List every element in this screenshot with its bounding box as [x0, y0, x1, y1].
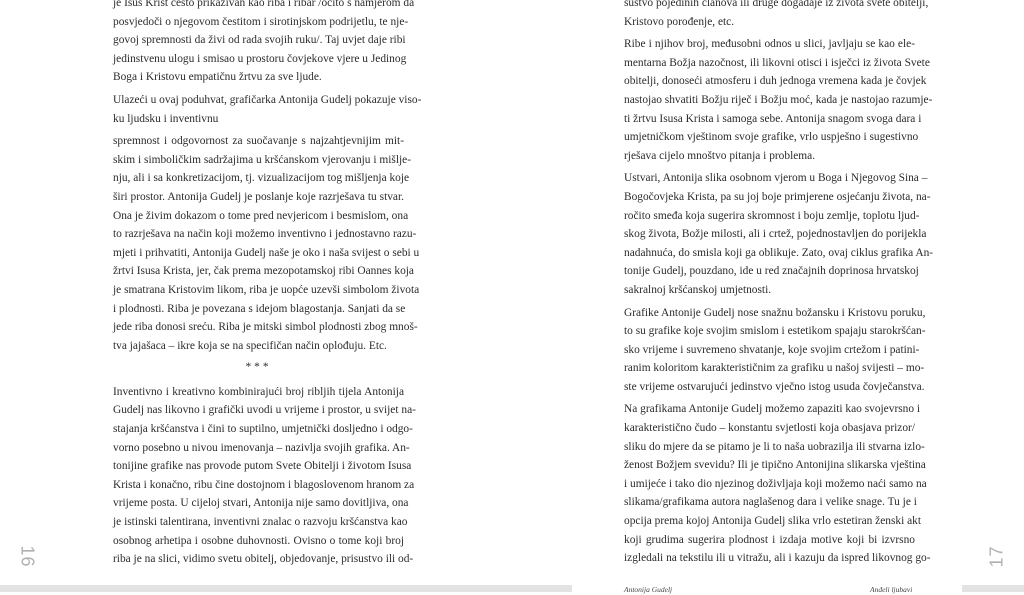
text-line: Inventivno i kreativno kombinirajući broj ribljih tijela Antonija [113, 385, 404, 398]
page-number-right: 17 [986, 545, 1007, 568]
paragraph [113, 132, 420, 355]
text-line: Boga i Kristovu empatičnu žrtvu za sve ljude. [113, 71, 322, 84]
text-line: obitelji, donoseći atmosferu i duh jednoga vremena kada je čovjek [624, 75, 927, 88]
text-line: sakralnoj kršćanskoj umjetnosti. [624, 283, 772, 296]
paragraph [624, 400, 931, 567]
text-line: Kristovo porođenje, etc. [624, 15, 735, 28]
text-line: mjeti i prihvatiti, Antonija Gudelj naše je oko i naša svijest o sebi u [113, 246, 420, 259]
text-line: to razrješava na način koji možemo inventivno i jednostavno razu- [113, 228, 417, 241]
paragraph [113, 0, 415, 87]
text-line: stajanja kršćanstva i čini to suptilno, umjetnički dosljedno i odgo- [113, 423, 413, 436]
right-page [512, 0, 1024, 595]
footer-bar-right [962, 585, 1024, 592]
text-line: i plodnosti. Riba je povezana s idejom blagostanja. Sanjati da se [113, 302, 406, 315]
text-line: skog života, Božje milosti, ali i crtež, pojednostavljen do porijekla [624, 228, 927, 241]
text-line: vorno posebno u nivou imenovanja – nazivlja svojih grafika. An- [113, 441, 410, 454]
text-line: nastojao shvatiti Božju riječ i Božju moć, kada je nastojao razumje- [624, 93, 933, 106]
text-line: Gudelj nas likovno i grafički uvodi u vrijeme i prostor, u svijet na- [113, 404, 416, 417]
text-line: skim i simboličkim sadržajima u kršćanskom vjerovanju i mišlje- [113, 153, 412, 166]
paragraph [624, 0, 929, 31]
paragraph [624, 35, 933, 165]
text-line: ženost Božjem svevidu? Ili je tipično Antonijina slikarska vještina [624, 459, 926, 472]
text-line: Ribe i njihov broj, međusobni odnos u slici, javljaju se kao ele- [624, 38, 915, 51]
text-line: karakteristično čudo – konstantu svjetlosti koja obasjava prizor/ [624, 422, 915, 435]
text-line: tva jajašaca – ikre koja se na specifičan način oplođuju. Etc. [113, 339, 387, 352]
text-line: koji grudima sugerira plodnost i izdaja motive koji bi izvrsno [624, 533, 915, 546]
text-line: Ustvari, Antonija slika osobnom vjerom u Boga i Njegovog Sina – [624, 172, 928, 185]
section-separator: *** [245, 361, 272, 374]
left-text-column [113, 0, 422, 573]
text-line: je istinski talentirana, inventivni znalac o razvoju kršćanstva kao [113, 516, 408, 529]
text-line: Grafike Antonije Gudelj nose snažnu božansku i Kristovu poruku, [624, 306, 926, 319]
text-line: širi prostor. Antonija Gudelj je poslanje koje razrješava tu stvar. [113, 190, 404, 203]
text-line: i umijeće i tako dio njezinog doživljaja koji možemo naći samo na [624, 477, 927, 490]
text-line: nadahnuća, do smisla koji ga oblikuje. Zato, ovaj ciklus grafika An- [624, 246, 934, 259]
right-text-column [624, 0, 934, 572]
text-line: tonijine grafike nas provode putom Svete Obitelji i životom Isusa [113, 460, 412, 473]
text-line: spremnost i odgovornost za suočavanje s najzahtjevnijim mit- [113, 135, 404, 148]
page-number-left: 16 [17, 545, 38, 568]
paragraph [113, 91, 422, 128]
text-line: ročito smeđa koja sugerira skromnost i boju zemlje, toplotu ljud- [624, 209, 920, 222]
text-line: ku ljudsku i inventivnu [113, 112, 219, 125]
footer-author: Antonija Gudelj [624, 585, 673, 594]
text-line: ste vrijeme ostvarujući jedinstvo vječno istog usuda čovječanstva. [624, 380, 925, 393]
text-line: je Isus Krist često prikazivan kao riba i ribar /očito s namjerom da [113, 0, 415, 9]
text-line: riba je na slici, vidimo svetu obitelj, objedovanje, prisustvo ili od- [113, 553, 414, 566]
text-line: govoj spremnosti da živi od rada svojih ruku/. Taj uvjet daje ribi [113, 34, 406, 47]
text-line: jede riba donosi sreću. Riba je mitski simbol plodnosti zbog mnoš- [113, 321, 418, 334]
paragraph [624, 304, 926, 397]
footer-title: Anđeli ljubavi [870, 585, 913, 594]
text-line: sliku do mjere da se pitamo je li to naša uobrazilja ili stvarna izlo- [624, 440, 925, 453]
text-line: slikama/grafikama autora naglašenog dara i velike snage. Tu je i [624, 496, 917, 509]
paragraph [113, 383, 416, 569]
text-line: rješava cijelo mnoštvo pitanja i problema. [624, 149, 816, 162]
text-line: Bogočovjeka Krista, pa su joj boje primjerene osjećanju života, na- [624, 190, 931, 203]
footer-bar-left [0, 585, 572, 592]
text-line: sustvo pojedinih članova ili druge događaje iz života svete obitelji, [624, 0, 929, 9]
text-line: mentarna Božja nazočnost, ili likovni otisci i isječci iz života Svete [624, 56, 930, 69]
text-line: ranim koloritom karakterističnim za grafiku u našoj svijesti – mo- [624, 362, 925, 375]
text-line: opcija prema kojoj Antonija Gudelj slika vrlo estetiran ženski akt [624, 515, 922, 528]
text-line: sko vrijeme i suvremeno shvatanje, koje svojim crtežom i patini- [624, 343, 920, 356]
text-line: posvjedoči o njegovom čestitom i sirotinjskom podrijetlu, te nje- [113, 15, 409, 28]
paragraph [624, 169, 934, 299]
text-line: Krista i konačno, ribu čine dostojnom i blagoslovenom hranom za [113, 478, 415, 491]
text-line: Ona je živim dokazom o tome pred nevjericom i besmislom, ona [113, 209, 409, 222]
text-line: vrijeme posta. U cijeloj stvari, Antonija nije samo dovitljiva, ona [113, 497, 409, 510]
text-line: jedinstvenu ulogu i smisao u prostoru čovjekove vjere u Jedinog [113, 52, 407, 65]
text-line: je smatrana Kristovim likom, riba je uopće uzevši simbolom života [113, 283, 420, 296]
text-line: žrtvi Isusa Krista, jer, čak prema mezopotamskoj ribi Oannes koja [113, 265, 414, 278]
text-line: to su grafike koje svojim smislom i estetikom spajaju starokršćan- [624, 325, 926, 338]
text-line: nju, ali i sa konkretizacijom, tj. vizualizacijom tog mišljenja koje [113, 172, 410, 185]
text-line: Na grafikama Antonije Gudelj možemo zapaziti kao svojevrsno i [624, 403, 921, 416]
text-line: osobnog arhetipa i osobne duhovnosti. Ovisno o tome koji broj [113, 534, 404, 547]
text-line: izgledali na tekstilu ili u vitražu, ali i kazuju da ispred likovnog go- [624, 552, 931, 565]
text-line: tonije Gudelj, pouzdano, ide u red značajnih doprinosa hrvatskoj [624, 265, 919, 278]
text-line: Ulazeći u ovaj poduhvat, grafičarka Antonija Gudelj pokazuje viso- [113, 93, 422, 106]
text-line: ti žrtvu Isusa Krista i samoga sebe. Antonija snagom svoga dara i [624, 112, 922, 125]
text-line: umjetničkom vještinom svoje grafike, vrlo uspješno i sugestivno [624, 131, 919, 144]
